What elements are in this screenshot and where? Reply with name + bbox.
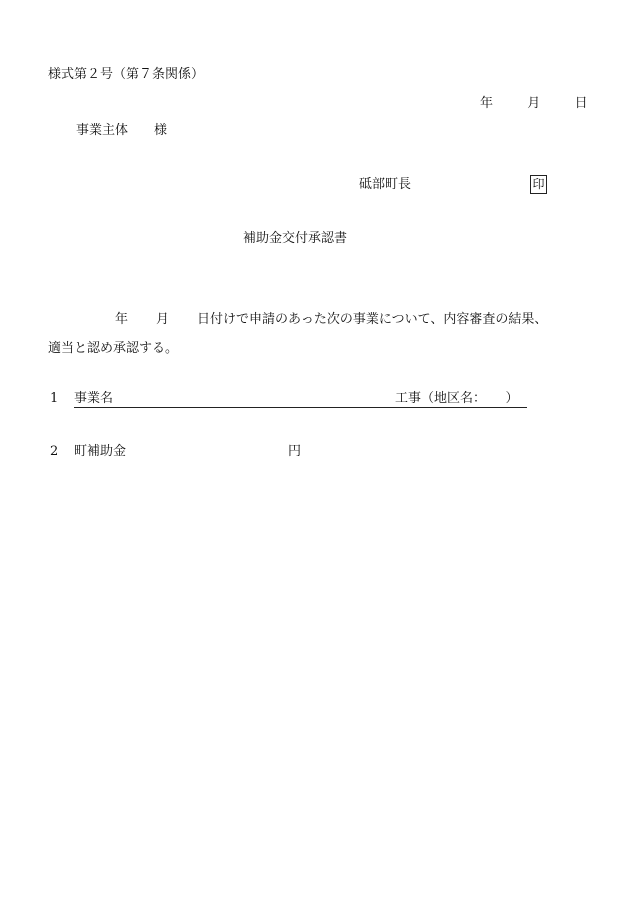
- addressee-name: 事業主体: [76, 123, 129, 138]
- item-1-underline-field: [74, 391, 527, 408]
- date-month: 月: [527, 96, 541, 111]
- body-line-1: [115, 312, 547, 328]
- item-1-label: 事業名: [74, 391, 114, 406]
- body-year: 年: [115, 312, 129, 327]
- body-line-2: 適当と認め承認する。: [48, 341, 179, 356]
- addressee-honorific: 様: [154, 123, 168, 138]
- item-1-number: 1: [50, 391, 59, 406]
- body-month: 月: [156, 312, 170, 327]
- date-line: [480, 96, 588, 112]
- seal-box: 印: [530, 175, 547, 194]
- document-title: 補助金交付承認書: [243, 231, 348, 246]
- body-text-1: 日付けで申請のあった次の事業について、内容審査の結果、: [197, 312, 548, 327]
- date-day: 日: [574, 96, 588, 111]
- form-number: 様式第２号（第７条関係）: [48, 67, 205, 82]
- item-2-label: 町補助金: [74, 444, 127, 459]
- item-1-suffix: 工事（地区名： ）: [395, 391, 519, 406]
- item-2-number: 2: [50, 444, 59, 459]
- issuer-title: 砥部町長: [359, 177, 412, 192]
- item-2-unit: 円: [288, 444, 302, 459]
- date-year: 年: [480, 96, 494, 111]
- addressee: [76, 123, 167, 139]
